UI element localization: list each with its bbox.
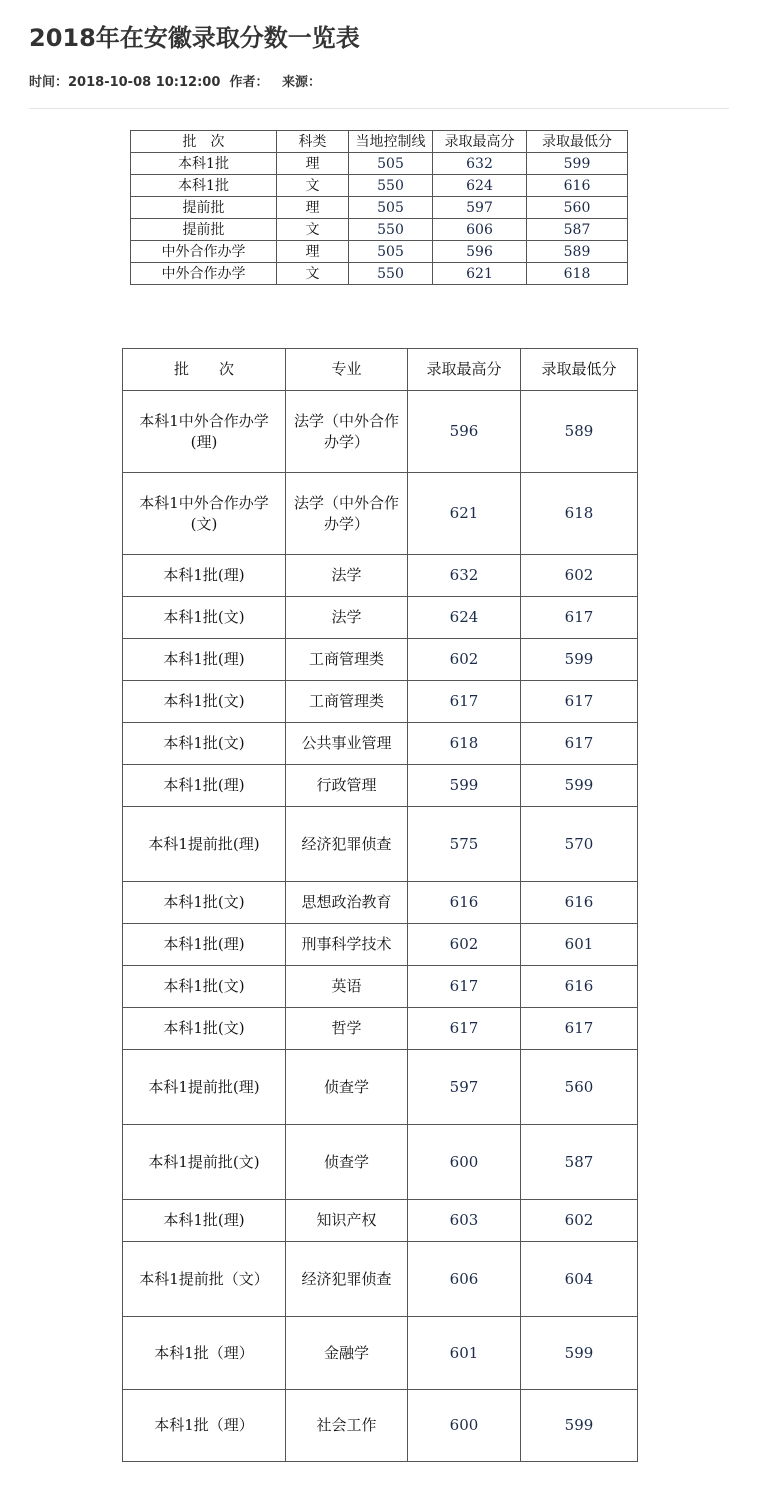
table-cell: 617	[521, 681, 638, 723]
table-cell: 505	[349, 197, 433, 219]
table-cell: 法学	[286, 597, 408, 639]
header-row	[123, 349, 638, 391]
column-header: 录取最高分	[433, 131, 527, 153]
table-cell: 587	[527, 219, 628, 241]
table-row	[123, 966, 638, 1008]
table-cell: 616	[521, 882, 638, 924]
table-cell: 本科1批(理)	[123, 1200, 286, 1242]
table-cell: 616	[527, 175, 628, 197]
table-cell: 理	[277, 153, 349, 175]
column-header: 科类	[277, 131, 349, 153]
table-cell: 505	[349, 153, 433, 175]
table-cell: 589	[527, 241, 628, 263]
column-header: 批 次	[123, 349, 286, 391]
table-cell: 606	[433, 219, 527, 241]
table-cell: 公共事业管理	[286, 723, 408, 765]
table-cell: 589	[521, 391, 638, 473]
table-cell: 本科1批(理)	[123, 924, 286, 966]
table-cell: 金融学	[286, 1317, 408, 1390]
table-cell: 本科1中外合作办学(文)	[123, 473, 286, 555]
table-row	[123, 1200, 638, 1242]
table-cell: 英语	[286, 966, 408, 1008]
table-cell: 602	[408, 639, 521, 681]
table-cell: 侦查学	[286, 1125, 408, 1200]
major-score-table	[122, 348, 638, 1462]
table-cell: 597	[408, 1050, 521, 1125]
table-cell: 604	[521, 1242, 638, 1317]
table-row	[123, 391, 638, 473]
table-row	[131, 241, 628, 263]
table-cell: 603	[408, 1200, 521, 1242]
table-cell: 618	[527, 263, 628, 285]
table-cell: 616	[408, 882, 521, 924]
table-row	[123, 1008, 638, 1050]
table-cell: 602	[521, 1200, 638, 1242]
time-label: 时间：	[29, 75, 69, 90]
table-row	[131, 197, 628, 219]
table-row	[123, 555, 638, 597]
table-cell: 经济犯罪侦查	[286, 807, 408, 882]
table-cell: 601	[521, 924, 638, 966]
table-cell: 本科1提前批（文）	[123, 1242, 286, 1317]
table-cell: 本科1批(文)	[123, 681, 286, 723]
table-row	[123, 639, 638, 681]
table-cell: 本科1批(文)	[123, 723, 286, 765]
table-cell: 工商管理类	[286, 639, 408, 681]
table-cell: 632	[408, 555, 521, 597]
table-row	[131, 263, 628, 285]
table-cell: 刑事科学技术	[286, 924, 408, 966]
table-cell: 602	[521, 555, 638, 597]
column-header: 批 次	[131, 131, 277, 153]
table-cell: 本科1批（理）	[123, 1317, 286, 1390]
author-label: 作者：	[229, 75, 269, 90]
table-cell: 587	[521, 1125, 638, 1200]
table-cell: 621	[408, 473, 521, 555]
table-row	[123, 1125, 638, 1200]
table-cell: 本科1批	[131, 153, 277, 175]
table-cell: 本科1批(文)	[123, 597, 286, 639]
table-row	[123, 765, 638, 807]
table-row	[123, 1390, 638, 1462]
table-cell: 618	[408, 723, 521, 765]
table-row	[123, 473, 638, 555]
table-cell: 550	[349, 175, 433, 197]
table-cell: 侦查学	[286, 1050, 408, 1125]
table-cell: 632	[433, 153, 527, 175]
table-row	[123, 807, 638, 882]
article-meta	[29, 71, 321, 90]
column-header: 录取最低分	[527, 131, 628, 153]
table-cell: 601	[408, 1317, 521, 1390]
table-cell: 600	[408, 1390, 521, 1462]
table-cell: 行政管理	[286, 765, 408, 807]
table-cell: 提前批	[131, 219, 277, 241]
table-cell: 596	[433, 241, 527, 263]
table-cell: 597	[433, 197, 527, 219]
table-cell: 本科1批(理)	[123, 555, 286, 597]
table-cell: 本科1批(文)	[123, 882, 286, 924]
table-cell: 本科1批(文)	[123, 966, 286, 1008]
divider	[29, 108, 729, 109]
table-cell: 中外合作办学	[131, 263, 277, 285]
column-header: 专业	[286, 349, 408, 391]
table-cell: 本科1中外合作办学(理)	[123, 391, 286, 473]
table-cell: 617	[408, 681, 521, 723]
table-cell: 617	[521, 723, 638, 765]
table-cell: 理	[277, 241, 349, 263]
table-cell: 本科1批	[131, 175, 277, 197]
table-row	[123, 597, 638, 639]
table-cell: 599	[521, 1390, 638, 1462]
table-cell: 602	[408, 924, 521, 966]
table-row	[123, 1317, 638, 1390]
table-cell: 工商管理类	[286, 681, 408, 723]
table-cell: 550	[349, 219, 433, 241]
table-cell: 文	[277, 175, 349, 197]
table-cell: 616	[521, 966, 638, 1008]
table-cell: 法学（中外合作办学）	[286, 391, 408, 473]
table-row	[123, 882, 638, 924]
table-cell: 599	[521, 639, 638, 681]
table-cell: 本科1提前批(文)	[123, 1125, 286, 1200]
table-cell: 617	[408, 966, 521, 1008]
table-cell: 596	[408, 391, 521, 473]
publish-time: 2018-10-08 10:12:00	[68, 75, 221, 90]
table-row	[123, 723, 638, 765]
table-cell: 中外合作办学	[131, 241, 277, 263]
table-cell: 599	[521, 1317, 638, 1390]
table-cell: 经济犯罪侦查	[286, 1242, 408, 1317]
table-cell: 本科1批（理）	[123, 1390, 286, 1462]
table-cell: 617	[408, 1008, 521, 1050]
table-cell: 617	[521, 597, 638, 639]
table-cell: 法学（中外合作办学）	[286, 473, 408, 555]
table-cell: 知识产权	[286, 1200, 408, 1242]
table-cell: 599	[521, 765, 638, 807]
table-row	[123, 1050, 638, 1125]
table-cell: 624	[408, 597, 521, 639]
column-header: 录取最低分	[521, 349, 638, 391]
table-row	[131, 153, 628, 175]
table-cell: 法学	[286, 555, 408, 597]
table-cell: 617	[521, 1008, 638, 1050]
table-cell: 本科1提前批(理)	[123, 807, 286, 882]
table-cell: 560	[527, 197, 628, 219]
table-cell: 505	[349, 241, 433, 263]
table-cell: 618	[521, 473, 638, 555]
table-row	[123, 681, 638, 723]
table-row	[131, 219, 628, 241]
table-row	[131, 175, 628, 197]
table-cell: 文	[277, 219, 349, 241]
column-header: 录取最高分	[408, 349, 521, 391]
table-cell: 本科1批(理)	[123, 765, 286, 807]
table-cell: 621	[433, 263, 527, 285]
column-header: 当地控制线	[349, 131, 433, 153]
table-cell: 599	[408, 765, 521, 807]
summary-score-table	[130, 130, 628, 285]
table-cell: 提前批	[131, 197, 277, 219]
table-row	[123, 1242, 638, 1317]
table-cell: 本科1批(文)	[123, 1008, 286, 1050]
table-cell: 本科1提前批(理)	[123, 1050, 286, 1125]
table-cell: 606	[408, 1242, 521, 1317]
table-cell: 570	[521, 807, 638, 882]
table-cell: 社会工作	[286, 1390, 408, 1462]
table-cell: 550	[349, 263, 433, 285]
table-cell: 本科1批(理)	[123, 639, 286, 681]
table-cell: 文	[277, 263, 349, 285]
table-cell: 560	[521, 1050, 638, 1125]
table-cell: 624	[433, 175, 527, 197]
table-cell: 思想政治教育	[286, 882, 408, 924]
table-cell: 哲学	[286, 1008, 408, 1050]
table-row	[123, 924, 638, 966]
page-title: 2018年在安徽录取分数一览表	[29, 24, 360, 52]
table-cell: 理	[277, 197, 349, 219]
table-cell: 599	[527, 153, 628, 175]
header-row	[131, 131, 628, 153]
source-label: 来源：	[282, 75, 322, 90]
table-cell: 575	[408, 807, 521, 882]
table-cell: 600	[408, 1125, 521, 1200]
